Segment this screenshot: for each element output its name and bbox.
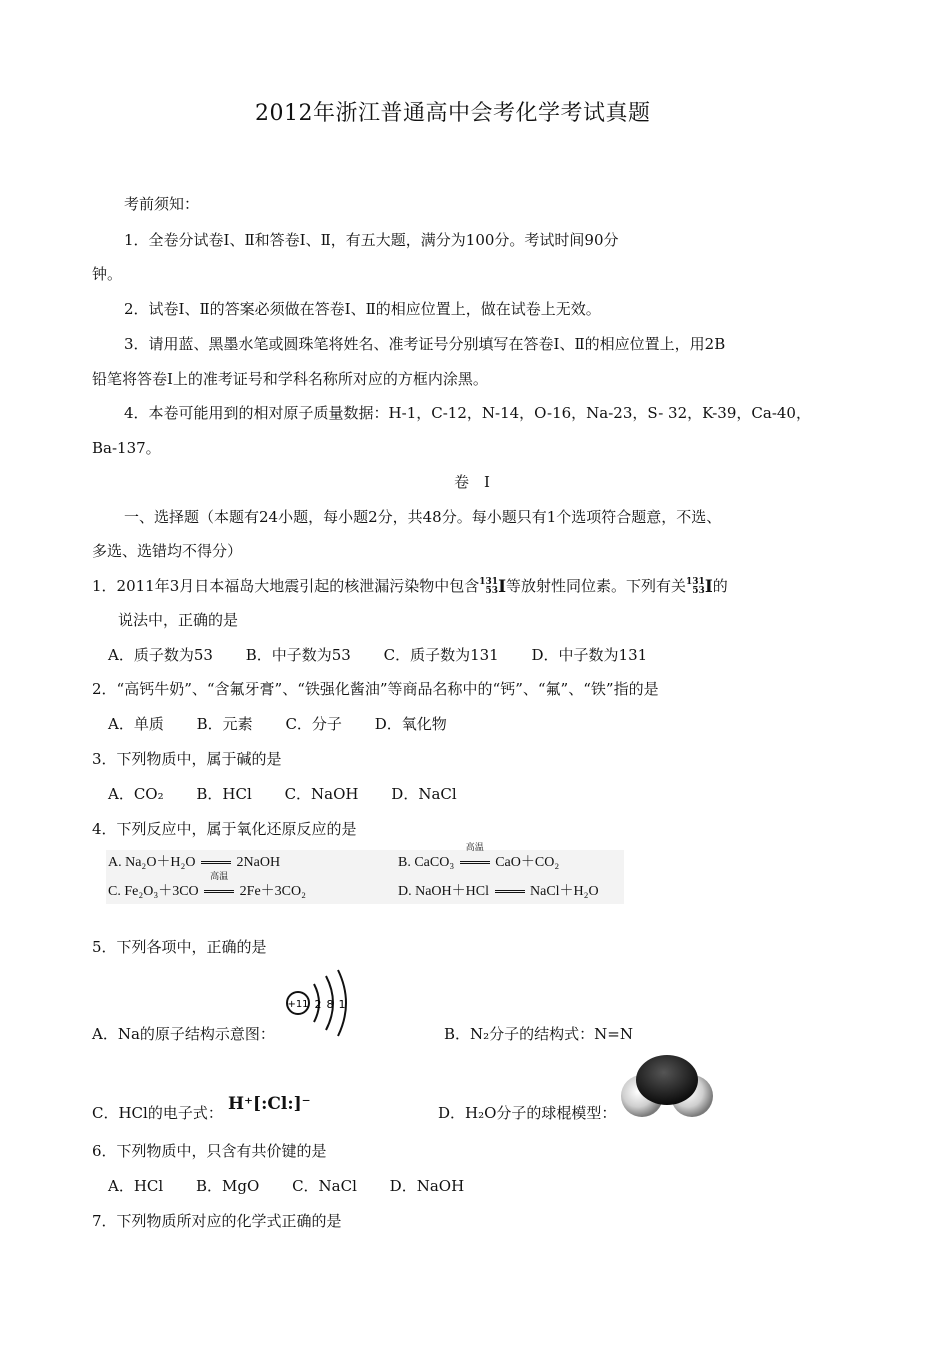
nucleus-label: +11	[287, 999, 309, 1010]
reaction-a: A. Na₂O＋H₂O 2NaOH	[108, 855, 281, 870]
option-c: C．NaOH	[284, 785, 359, 803]
shell-2-count: 8	[326, 998, 334, 1011]
option-d: D．NaOH	[389, 1177, 465, 1195]
option-c: C．质子数为131	[383, 646, 499, 664]
isotope-symbol: I	[498, 577, 507, 597]
isotope-notation: 131 53	[686, 577, 705, 596]
option-b: B．中子数为53	[245, 646, 351, 664]
option-b: B．HCl	[196, 785, 252, 803]
question-1-options	[108, 645, 647, 665]
option-a: A．CO₂	[108, 785, 164, 803]
question-3-options	[108, 784, 457, 804]
notice-item-3-cont: 铅笔将答卷Ⅰ上的准考证号和学科名称所对应的方框内涂黑。	[92, 370, 488, 388]
section-intro: 一、选择题（本题有24小题，每小题2分，共48分。每小题只有1个选项符合题意，不选、	[124, 508, 722, 526]
notice-item-2: 2．试卷Ⅰ、Ⅱ的答案必须做在答卷Ⅰ、Ⅱ的相应位置上，做在试卷上无效。	[124, 300, 601, 318]
isotope-notation: 131 53	[479, 577, 499, 596]
question-1-stem	[92, 576, 728, 597]
section-label: 卷 Ⅰ	[454, 473, 490, 491]
option-d: D．NaCl	[391, 785, 457, 803]
question-6-options	[108, 1176, 464, 1196]
option-c: C．分子	[285, 715, 342, 733]
water-molecule-model	[620, 1052, 714, 1122]
option-d: D．中子数为131	[531, 646, 648, 664]
q1-stem-part-a: 1．2011年3月日本福岛大地震引起的核泄漏污染物中包含	[92, 577, 480, 595]
question-5-stem: 5．下列各项中，正确的是	[92, 938, 267, 956]
q1-stem-part-c: 的	[712, 577, 728, 595]
reaction-c: C. Fe₂O₃＋3CO 高温 2Fe＋3CO₂	[108, 871, 307, 899]
reaction-b: B. CaCO₃ 高温 CaO＋CO₂	[398, 842, 560, 870]
notice-item-3: 3．请用蓝、黑墨水笔或圆珠笔将姓名、准考证号分别填写在答卷Ⅰ、Ⅱ的相应位置上，用2B	[124, 335, 726, 353]
option-a: A．HCl	[108, 1177, 164, 1195]
question-4-stem: 4．下列反应中，属于氧化还原反应的是	[92, 820, 357, 838]
notice-item-4: 4．本卷可能用到的相对原子质量数据：H-1，C-12，N-14，O-16，Na-23，S- 32，K-39，Ca-40，	[124, 404, 811, 422]
option-a: A．单质	[108, 715, 164, 733]
option-c: C．NaCl	[292, 1177, 357, 1195]
option-d: D．氧化物	[374, 715, 447, 733]
notice-item-4-cont: Ba-137。	[92, 439, 161, 457]
question-5-option-b: B．N₂分子的结构式：N=N	[444, 1025, 633, 1043]
notice-item-1: 1．全卷分试卷Ⅰ、Ⅱ和答卷Ⅰ、Ⅱ，有五大题，满分为100分。考试时间90分	[124, 231, 619, 249]
notice-heading: 考前须知：	[124, 195, 200, 213]
question-5-option-d: D．H₂O分子的球棍模型：	[438, 1104, 617, 1122]
question-6-stem: 6．下列物质中，只含有共价键的是	[92, 1142, 327, 1160]
hcl-formula-h: H⁺	[228, 1094, 254, 1114]
option-a: A．质子数为53	[108, 646, 213, 664]
option-b: B．MgO	[195, 1177, 260, 1195]
question-1-stem-cont: 说法中，正确的是	[118, 611, 239, 629]
option-b: B．元素	[196, 715, 253, 733]
question-2-stem: 2．“高钙牛奶”、“含氟牙膏”、“铁强化酱油”等商品名称中的“钙”、“氟”、“铁”指的是	[92, 680, 659, 698]
hcl-electron-formula	[228, 1094, 311, 1114]
shell-3-count: 1	[338, 998, 346, 1011]
oxygen-atom	[636, 1055, 698, 1105]
question-7-stem: 7．下列物质所对应的化学式正确的是	[92, 1212, 342, 1230]
question-4-reactions	[106, 842, 624, 904]
sodium-atom-diagram	[284, 966, 356, 1040]
section-intro-cont: 多选、选错均不得分）	[92, 542, 243, 560]
question-5-option-a: A．Na的原子结构示意图：	[92, 1025, 275, 1043]
question-3-stem: 3．下列物质中，属于碱的是	[92, 750, 282, 768]
reaction-d: D. NaOH＋HCl NaCl＋H₂O	[398, 884, 599, 899]
page-title: 2012年浙江普通高中会考化学考试真题	[255, 101, 651, 126]
hcl-formula-cl: [:Cl:]⁻	[253, 1094, 311, 1114]
isotope-symbol: I	[704, 577, 713, 597]
q1-stem-part-b: 等放射性同位素。下列有关	[506, 577, 687, 595]
notice-item-1-cont: 钟。	[92, 265, 123, 283]
question-2-options	[108, 714, 447, 734]
question-5-option-c: C．HCl的电子式：	[92, 1104, 223, 1122]
shell-1-count: 2	[314, 998, 322, 1011]
